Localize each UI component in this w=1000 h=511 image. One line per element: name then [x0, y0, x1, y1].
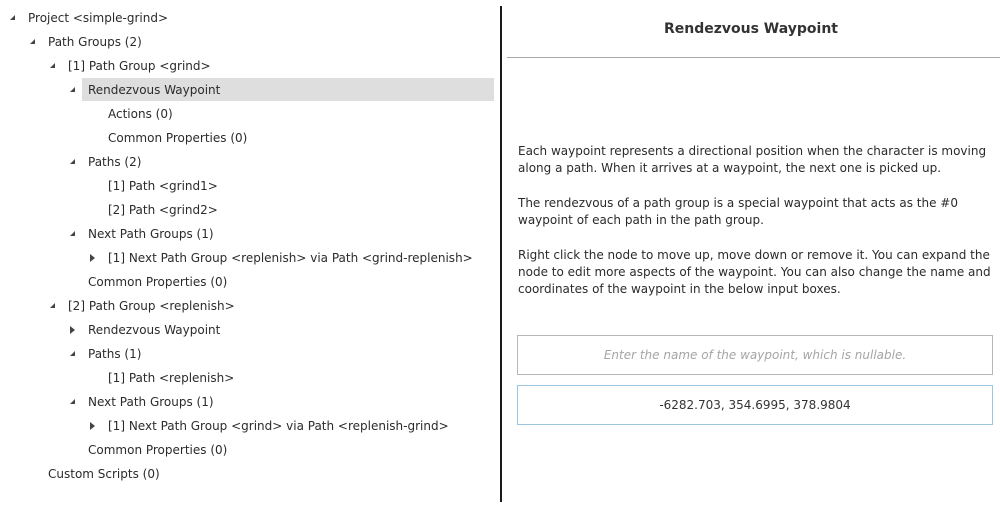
tree-node-paths-replenish[interactable] — [0, 342, 500, 366]
project-tree — [0, 0, 500, 486]
tree-node-actions[interactable] — [0, 102, 500, 126]
collapse-arrow-icon[interactable] — [68, 150, 80, 174]
waypoint-name-input[interactable] — [517, 335, 993, 375]
detail-panel — [502, 0, 1000, 511]
tree-node-label: [1] Path Group <grind> — [68, 59, 211, 73]
tree-node-label: Paths (1) — [88, 347, 142, 361]
tree-node-next-path-groups-grind[interactable] — [0, 222, 500, 246]
detail-title: Rendezvous Waypoint — [663, 21, 838, 37]
title-divider — [507, 57, 1000, 58]
tree-node-path-grind1[interactable] — [0, 174, 500, 198]
tree-node-rendezvous-waypoint-grind[interactable] — [0, 78, 500, 102]
tree-node-label: Common Properties (0) — [88, 275, 228, 289]
tree-node-label: Actions (0) — [108, 107, 173, 121]
description-paragraph-1: Each waypoint represents a directional position when the character is moving along a path. When it arrives at a waypoint, the next one is picked up. — [518, 144, 987, 175]
collapse-arrow-icon[interactable] — [28, 30, 40, 54]
waypoint-coordinates-input[interactable] — [517, 385, 993, 425]
tree-node-next-path-group-grind[interactable] — [0, 414, 500, 438]
tree-node-label: [2] Path <grind2> — [108, 203, 218, 217]
expand-arrow-icon[interactable] — [88, 246, 100, 270]
tree-node-label: [1] Next Path Group <grind> via Path <replenish-grind> — [108, 419, 449, 433]
tree-node-path-replenish[interactable] — [0, 366, 500, 390]
tree-node-label: Rendezvous Waypoint — [88, 83, 221, 97]
tree-node-label: Custom Scripts (0) — [48, 467, 160, 481]
tree-node-path-group-replenish[interactable] — [0, 294, 500, 318]
tree-node-project[interactable] — [0, 6, 500, 30]
tree-node-label: [1] Next Path Group <replenish> via Path <grind-replenish> — [108, 251, 473, 265]
collapse-arrow-icon[interactable] — [8, 6, 20, 30]
tree-node-path-groups[interactable] — [0, 30, 500, 54]
collapse-arrow-icon[interactable] — [68, 390, 80, 414]
tree-node-path-grind2[interactable] — [0, 198, 500, 222]
tree-node-label: Path Groups (2) — [48, 35, 142, 49]
collapse-arrow-icon[interactable] — [68, 78, 80, 102]
tree-node-path-group-grind-common-properties[interactable] — [0, 270, 500, 294]
tree-node-label: [2] Path Group <replenish> — [68, 299, 235, 313]
tree-node-label: Project <simple-grind> — [28, 11, 169, 25]
collapse-arrow-icon[interactable] — [68, 342, 80, 366]
tree-node-label: Rendezvous Waypoint — [88, 323, 221, 337]
tree-node-paths-grind[interactable] — [0, 150, 500, 174]
description-paragraph-2: The rendezvous of a path group is a special waypoint that acts as the #0 waypoint of each path in the path group. — [518, 196, 958, 227]
tree-node-label: Common Properties (0) — [88, 443, 228, 457]
expand-arrow-icon[interactable] — [88, 414, 100, 438]
collapse-arrow-icon[interactable] — [48, 54, 60, 78]
collapse-arrow-icon[interactable] — [68, 222, 80, 246]
tree-node-path-group-replenish-common-properties[interactable] — [0, 438, 500, 462]
tree-node-rendezvous-waypoint-replenish[interactable] — [0, 318, 500, 342]
tree-node-label: [1] Path <grind1> — [108, 179, 218, 193]
tree-node-label: Paths (2) — [88, 155, 142, 169]
tree-node-label: Next Path Groups (1) — [88, 395, 214, 409]
tree-node-waypoint-common-properties[interactable] — [0, 126, 500, 150]
tree-node-next-path-groups-replenish[interactable] — [0, 390, 500, 414]
tree-node-label: Common Properties (0) — [108, 131, 248, 145]
tree-node-label: [1] Path <replenish> — [108, 371, 235, 385]
tree-node-path-group-grind[interactable] — [0, 54, 500, 78]
description-paragraph-3: Right click the node to move up, move down or remove it. You can expand the node to edit more aspects of the waypoint. You can also change the name and coordinates of the waypoint in the below input boxes. — [518, 248, 991, 296]
tree-node-label: Next Path Groups (1) — [88, 227, 214, 241]
collapse-arrow-icon[interactable] — [48, 294, 60, 318]
tree-node-next-path-group-replenish[interactable] — [0, 246, 500, 270]
expand-arrow-icon[interactable] — [68, 318, 80, 342]
tree-node-custom-scripts[interactable] — [0, 462, 500, 486]
